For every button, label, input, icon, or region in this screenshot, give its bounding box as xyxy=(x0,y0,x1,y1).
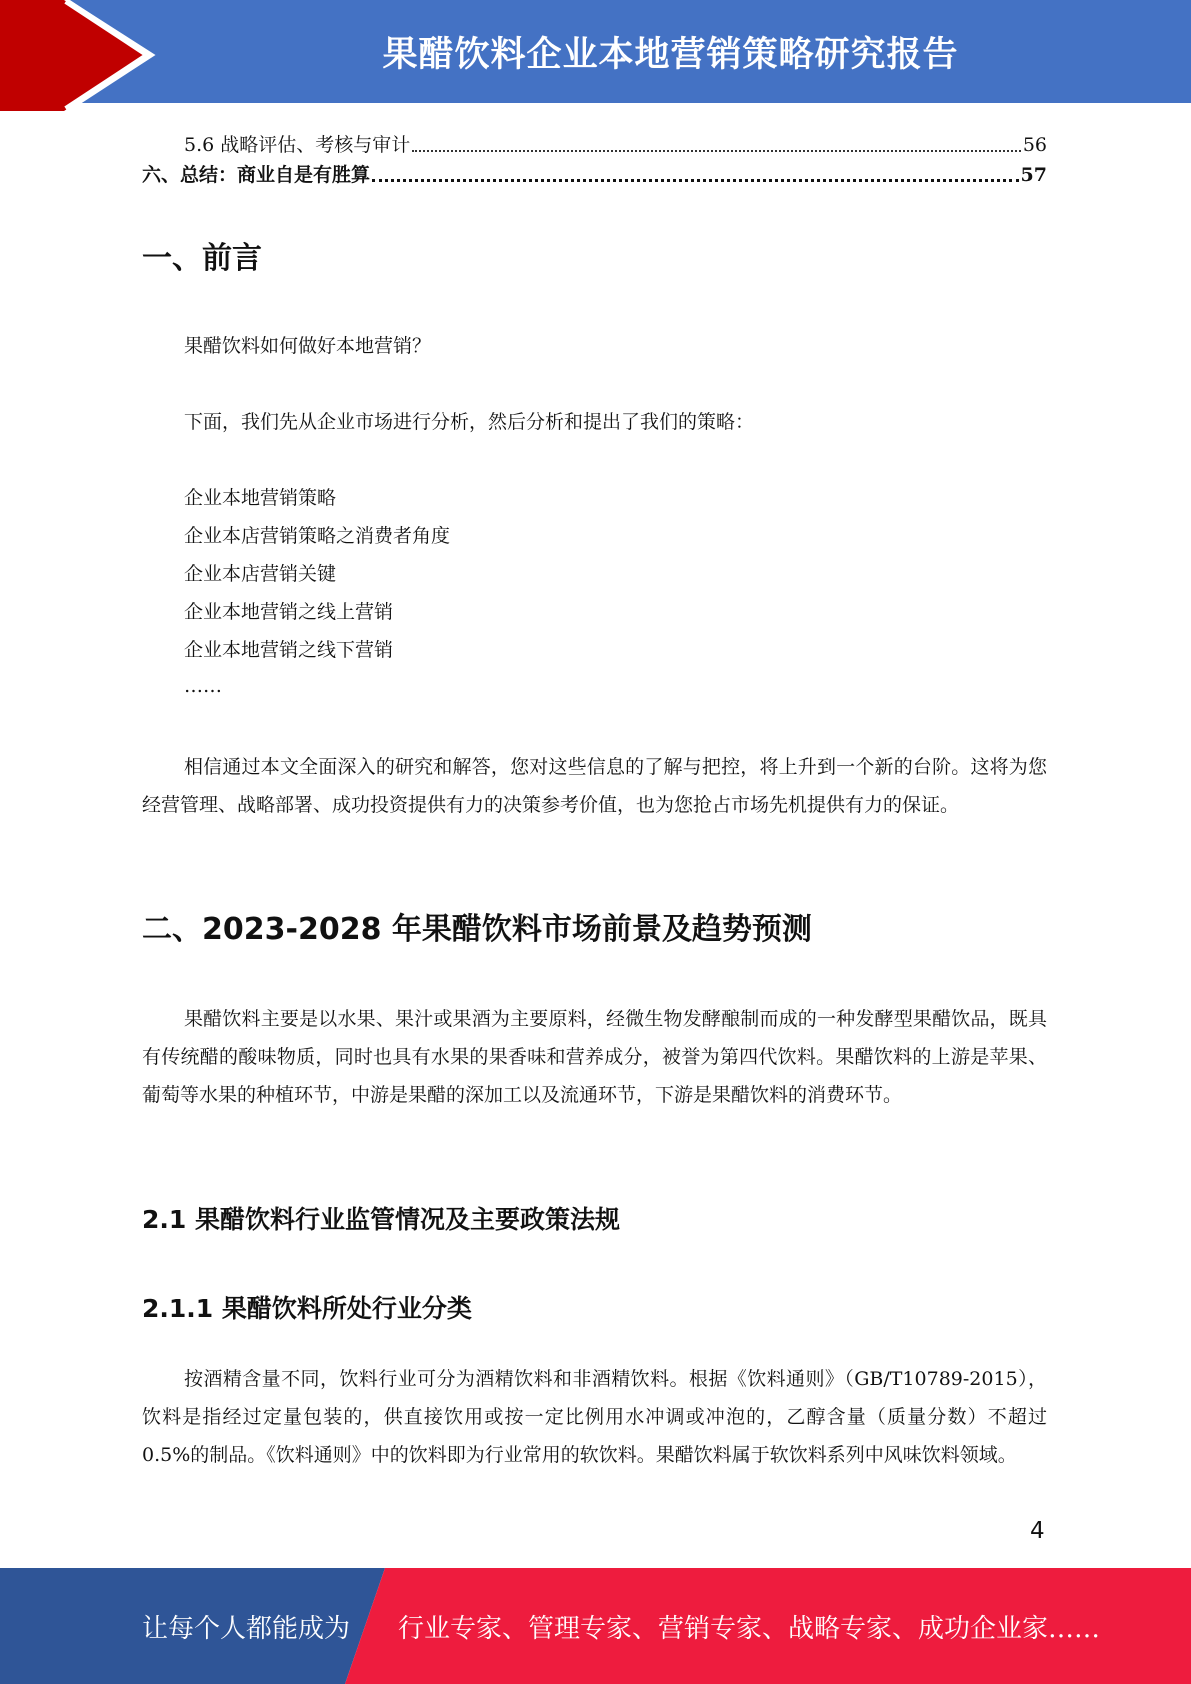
list-item: 企业本地营销之线下营销 xyxy=(184,639,394,661)
paragraph: 下面，我们先从企业市场进行分析，然后分析和提出了我们的策略： xyxy=(184,411,755,433)
subsection-heading: 2.1.1 果醋饮料所处行业分类 xyxy=(142,1294,472,1323)
list-item: 企业本店营销策略之消费者角度 xyxy=(184,525,451,547)
list-item: 企业本地营销策略 xyxy=(184,487,337,509)
footer-banner xyxy=(0,1568,1191,1684)
page-number: 4 xyxy=(1030,1518,1045,1544)
paragraph: 按酒精含量不同，饮料行业可分为酒精饮料和非酒精饮料。根据《饮料通则》（GB/T10789-2015），饮料是指经过定量包装的，供直接饮用或按一定比例用水冲调或冲泡的，乙醇含量（质量分数）不超过 0.5%的制品。《饮料通则》中的饮料即为行业常用的软饮料。果醋饮料属于软饮料系列中风味饮料领域。 xyxy=(142,1368,1047,1466)
paragraph: 果醋饮料如何做好本地营销？ xyxy=(184,335,432,357)
report-title: 果醋饮料企业本地营销策略研究报告 xyxy=(382,34,959,75)
footer-slogan-left: 让每个人都能成为 xyxy=(142,1613,351,1644)
subsection-heading: 2.1 果醋饮料行业监管情况及主要政策法规 xyxy=(142,1205,620,1234)
section-heading: 一、前言 xyxy=(142,241,262,276)
header-banner xyxy=(0,0,1191,111)
list-item: …… xyxy=(184,675,222,697)
toc-entry-label: 六、总结：商业自是有胜算 xyxy=(142,164,371,186)
list-item: 企业本地营销之线上营销 xyxy=(184,601,394,623)
paragraph: 相信通过本文全面深入的研究和解答，您对这些信息的了解与把控，将上升到一个新的台阶。这将为您经营管理、战略部署、成功投资提供有力的决策参考价值，也为您抢占市场先机提供有力的保证。 xyxy=(142,756,1047,816)
toc-leader-dots xyxy=(372,179,1019,182)
section-heading: 二、2023-2028 年果醋饮料市场前景及趋势预测 xyxy=(142,912,812,947)
toc-entry[interactable] xyxy=(142,128,1047,158)
toc-entry-label: 5.6 战略评估、考核与审计 xyxy=(184,134,411,156)
toc-entry[interactable] xyxy=(142,158,1047,188)
paragraph: 果醋饮料主要是以水果、果汁或果酒为主要原料，经微生物发酵酿制而成的一种发酵型果醋饮品，既具有传统醋的酸味物质，同时也具有水果的果香味和营养成分，被誉为第四代饮料。果醋饮料的上游是苹果、葡萄等水果的种植环节，中游是果醋的深加工以及流通环节，下游是果醋饮料的消费环节。 xyxy=(142,1008,1047,1106)
toc-leader-dots xyxy=(412,150,1021,152)
toc-entry-page: 57 xyxy=(1020,164,1047,186)
list-item: 企业本店营销关键 xyxy=(184,563,337,585)
footer-slogan-right: 行业专家、管理专家、营销专家、战略专家、成功企业家…… xyxy=(398,1613,1101,1644)
toc-entry-page: 56 xyxy=(1022,134,1047,156)
